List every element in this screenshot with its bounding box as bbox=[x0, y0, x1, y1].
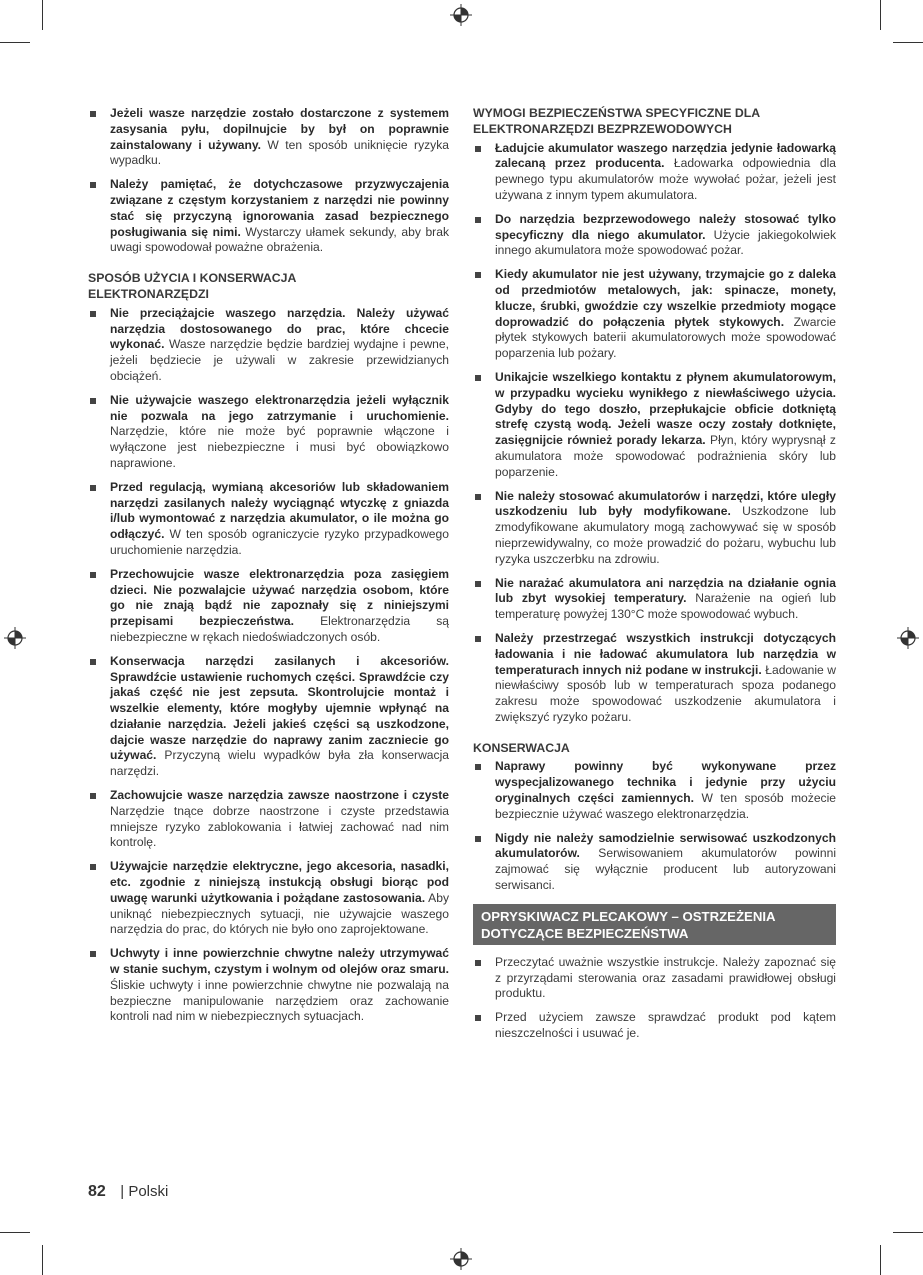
crop-mark bbox=[893, 42, 923, 43]
list-item: Nie używajcie waszego elektronarzędzia jeżeli wyłącznik nie pozwala na jego zatrzymanie i uruchomienie. Narzędzie, które nie może być poprawnie włączone i wyłączone jest niebezpieczne i musi być obowiązkowo naprawione. bbox=[88, 393, 449, 472]
crop-mark bbox=[42, 0, 43, 30]
crop-mark bbox=[880, 1245, 881, 1275]
list-item: Przechowujcie wasze elektronarzędzia poza zasięgiem dzieci. Nie pozwalajcie używać narzędzia osobom, które go nie znają bądź nie zapoznały się z niniejszymi przepisami bezpieczeństwa. Elektronarzędzia są niebezpieczne w rękach niedoświadczonych osób. bbox=[88, 567, 449, 646]
list-item: Ładujcie akumulator waszego narzędzia jedynie ładowarką zalecaną przez producenta. Ładowarka odpowiednia dla pewnego typu akumulatorów może wywołać pożar, jeżeli jest używana z innym typem akumulatora. bbox=[473, 141, 836, 204]
usage-list bbox=[88, 306, 449, 1025]
battery-list bbox=[473, 141, 836, 726]
sprayer-list bbox=[473, 955, 836, 1042]
list-item: Przed użyciem zawsze sprawdzać produkt pod kątem nieszczelności i usuwać je. bbox=[473, 1010, 836, 1042]
intro-list bbox=[88, 106, 449, 256]
registration-mark-icon bbox=[4, 627, 26, 649]
registration-mark-icon bbox=[450, 4, 472, 26]
list-item: Unikajcie wszelkiego kontaktu z płynem akumulatorowym, w przypadku wycieku wynikłego z niewłaściwego użycia. Gdyby do tego doszło, przepłukajcie obficie dotkniętą strefę czystą wodą. Jeżeli wasze oczy zostały dotknięte, zasięgnijcie również porady lekarza. Płyn, który wyprysnął z akumulatora może spowodować podrażnienia skóry lub poparzenie. bbox=[473, 370, 836, 481]
section-heading: SPOSÓB UŻYCIA I KONSERWACJA ELEKTRONARZĘDZI bbox=[88, 271, 296, 301]
crop-mark bbox=[0, 1232, 30, 1233]
sprayer-warning-banner: OPRYSKIWACZ PLECAKOWY – OSTRZEŻENIA DOTYCZĄCE BEZPIECZEŃSTWA bbox=[473, 904, 836, 945]
list-item: Nie należy stosować akumulatorów i narzędzi, które uległy uszkodzeniu lub były modyfikowane. Uszkodzone lub zmodyfikowane akumulatory mogą zachowywać się w sposób nieprzewidywalny, co może prowadzić do pożaru, wybuchu lub ryzyka uszczerbku na zdrowiu. bbox=[473, 489, 836, 568]
maintenance-heading: KONSERWACJA bbox=[473, 740, 570, 755]
list-item: Nie narażać akumulatora ani narzędzia na działanie ognia lub zbyt wysokiej temperatury. Narażenie na ogień lub temperaturę powyżej 130°C może spowodować wybuch. bbox=[473, 576, 836, 623]
page-footer bbox=[88, 1183, 168, 1201]
crop-mark bbox=[42, 1245, 43, 1275]
list-item: Konserwacja narzędzi zasilanych i akcesoriów. Sprawdźcie ustawienie ruchomych części. Sprawdźcie czy jakaś część nie jest zepsuta. Skontrolujcie montaż i wszelkie elementy, które mogłyby ujemnie wpłynąć na działanie narzędzia. Jeżeli jakieś części są uszkodzone, dajcie wasze narzędzie do naprawy zanim zaczniecie go używać. Przyczyną wielu wypadków była zła konserwacja narzędzi. bbox=[88, 654, 449, 780]
page-number: 82 bbox=[88, 1183, 106, 1200]
footer-language: | Polski bbox=[120, 1183, 169, 1200]
list-item: Należy przestrzegać wszystkich instrukcji dotyczących ładowania i nie ładować akumulatora lub narzędzia w temperaturach innych niż podane w instrukcji. Ładowanie w niewłaściwy sposób lub w temperaturach spoza podanego zakresu może spowodować uszkodzenie akumulatora i zwiększyć ryzyko pożaru. bbox=[473, 631, 836, 726]
list-item: Do narzędzia bezprzewodowego należy stosować tylko specyficzny dla niego akumulator. Użycie jakiegokolwiek innego akumulatora może spowodować pożar. bbox=[473, 212, 836, 259]
list-item: Nie przeciążajcie waszego narzędzia. Należy używać narzędzia dostosowanego do prac, które chcecie wykonać. Wasze narzędzie będzie bardziej wydajne i pewne, jeżeli będziecie je używali w zakresie przewidzianych obciążeń. bbox=[88, 306, 449, 385]
list-item: Uchwyty i inne powierzchnie chwytne należy utrzymywać w stanie suchym, czystym i wolnym od olejów oraz smaru. Śliskie uchwyty i inne powierzchnie chwytne nie pozwalają na bezpieczne manipulowanie narzędziem oraz zachowanie kontroli nad nim w niebezpiecznych sytuacjach. bbox=[88, 946, 449, 1025]
registration-mark-icon bbox=[897, 627, 919, 649]
list-item: Nigdy nie należy samodzielnie serwisować uszkodzonych akumulatorów. Serwisowaniem akumulatorów powinni zajmować się wyłącznie producent lub autoryzowani serwisanci. bbox=[473, 831, 836, 894]
crop-mark bbox=[0, 42, 30, 43]
list-item: Używajcie narzędzie elektryczne, jego akcesoria, nasadki, etc. zgodnie z niniejszą instukcją obsługi biorąc pod uwagę warunki użytkowania i pożądane zastosowania. Aby uniknąć niebezpiecznych sytuacji, nie używajcie waszego narzędzia do prac, do których nie było ono zaprojektowane. bbox=[88, 859, 449, 938]
left-column bbox=[88, 106, 449, 1033]
registration-mark-icon bbox=[450, 1248, 472, 1270]
right-column bbox=[473, 106, 836, 1050]
crop-mark bbox=[893, 1232, 923, 1233]
list-item: Jeżeli wasze narzędzie zostało dostarczone z systemem zasysania pyłu, dopilnujcie by był on poprawnie zainstalowany i używany. W ten sposób uniknięcie ryzyka wypadku. bbox=[88, 106, 449, 169]
maintenance-list bbox=[473, 759, 836, 893]
crop-mark bbox=[880, 0, 881, 30]
list-item: Przeczytać uważnie wszystkie instrukcje. Należy zapoznać się z przyrządami sterowania oraz zasadami prawidłowej obsługi produktu. bbox=[473, 955, 836, 1002]
battery-heading: WYMOGI BEZPIECZEŃSTWA SPECYFICZNE DLA ELEKTRONARZĘDZI BEZPRZEWODOWYCH bbox=[473, 106, 760, 136]
list-item: Zachowujcie wasze narzędzia zawsze naostrzone i czyste Narzędzie tnące dobrze naostrzone i czyste przedstawia mniejsze ryzyko zablokowania i łatwiej zachować nad nim kontrolę. bbox=[88, 788, 449, 851]
list-item: Należy pamiętać, że dotychczasowe przyzwyczajenia związane z częstym korzystaniem z narzędzi nie powinny stać się przyczyną ignorowania zasad bezpiecznego posługiwania się nimi. Wystarczy ułamek sekundy, aby brak uwagi spowodował poważne obrażenia. bbox=[88, 177, 449, 256]
list-item: Przed regulacją, wymianą akcesoriów lub składowaniem narzędzi zasilanych należy wyciągnąć wtyczkę z gniazda i/lub wymontować z narzędzia akumulator, o ile można go odłączyć. W ten sposób ograniczycie ryzyko przypadkowego uruchomienie narzędzia. bbox=[88, 480, 449, 559]
list-item: Kiedy akumulator nie jest używany, trzymajcie go z daleka od przedmiotów metalowych, jak: spinacze, monety, klucze, śrubki, gwoździe czy wszelkie przedmioty mogące doprowadzić do połączenia płytek stykowych. Zwarcie płytek stykowych baterii akumulatorowych może spowodować poparzenia lub pożary. bbox=[473, 267, 836, 362]
list-item: Naprawy powinny być wykonywane przez wyspecjalizowanego technika i jedynie przy użyciu oryginalnych części zamiennych. W ten sposób możecie bezpiecznie używać waszego elektronarzędzia. bbox=[473, 759, 836, 822]
